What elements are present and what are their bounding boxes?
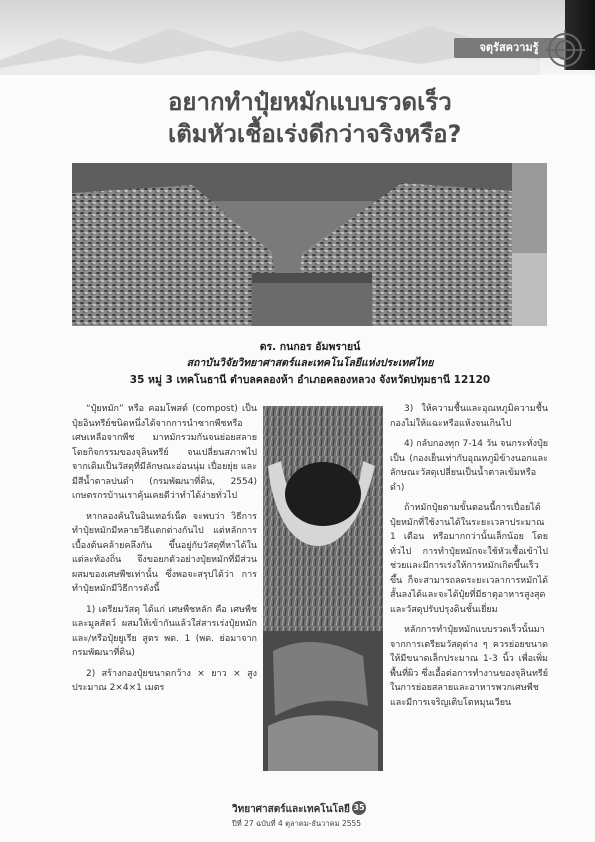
paragraph: หากลองค้นในอินเทอร์เน็ต จะพบว่า วิธีการทำปุ๋ยหมักมีหลายวิธีแตกต่างกันไป แต่หลักการเบื้องต้นคล้ายคลึงกัน ขึ้นอยู่กับวัสดุที่หาได้ในแต่ละท้องถิ่น จึงขอยกตัวอย่างปุ๋ยหมักที่มีส่วนผสมของเศษพืชเท่านั้น ซึ่งพอจะสรุปได้ว่า การทำปุ๋ยหมักมีวิธีการดังนี้ [72,511,257,594]
crosshair-icon [545,30,585,70]
paragraph: ถ้าหมักปุ๋ยตามขั้นตอนนี้การเปื่อยได้ปุ๋ยหมักที่ใช้งานได้ในระยะเวลาประมาณ 1 เดือน หรือมากกว่านั้นเล็กน้อย โดยทั่วไป การทำปุ๋ยหมักจะใช้หัวเชื้อเข้าไปช่วยและมีการเร่งให้การหมักเกิดขึ้นเร็วขึ้น ก็จะสามารถลดระยะเวลาการหมักได้สั้นลงได้และจะได้ปุ๋ยที่มีธาตุอาหารสูงสุด และวัสดุปรับปรุงดินชั้นเยี่ยม [390,503,548,615]
journal-name: วิทยาศาสตร์และเทคโนโลยี [232,804,350,815]
list-item: 4) กลับกองทุก 7-14 วัน จนกระทั่งปุ๋ยเป็น (กองเย็นเท่ากับอุณหภูมิข้างนอกและลักษณะวัสดุเปลี่ยนเป็นน้ำตาลเข้มหรือดำ) [390,439,548,493]
author-address: 35 หมู่ 3 เทคโนธานี ตำบลคลองห้า อำเภอคลองหลวง จังหวัดปทุมธานี 12120 [129,374,491,386]
page-number: 35 [352,801,366,815]
paragraph: หลักการทำปุ๋ยหมักแบบรวดเร็วนั้นมาจากการเตรียมวัสดุต่าง ๆ ควรย่อยขนาดให้มีขนาดเล็กประมาณ 1-3 นิ้ว เพื่อเพิ่มพื้นที่ผิว ซึ่งเอื้อต่อการทำงานของจุลินทรีย์ในการย่อยสลายและอาหารพวกเศษพืช และมีการเจริญเติบโตหมุนเวียน [390,625,548,708]
paragraph: “ปุ๋ยหมัก” หรือ คอมโพสต์ (compost) เป็นปุ๋ยอินทรีย์ชนิดหนึ่งได้จากการนำซากพืชหรือเศษเหลือจากพืช มาหมักรวมกันจนย่อยสลายโดยกิจกรรมของจุลินทรีย์ จนเปลี่ยนสภาพไปจากเดิมเป็นวัสดุที่มีลักษณะอ่อนนุ่ม เปื่อยยุ่ย และมีสีน้ำตาลปนดำ (กรมพัฒนาที่ดิน, 2554) เกษตรกรบ้านเราคุ้นเคยดีว่าทำได้ง่ายทั่วไป [72,404,257,501]
left-column [72,402,257,702]
compost-piles-photo [72,163,547,326]
list-item: 1) เตรียมวัสดุ ได้แก่ เศษพืชหลัก คือ เศษพืชและมูลสัตว์ ผสมให้เข้ากันแล้วใส่สารเร่งปุ๋ยหมัก และ/หรือปุ๋ยยูเรีย สูตร พด. 1 (พด. ย่อมาจาก กรมพัฒนาที่ดิน) [72,604,257,658]
title-line-1: อยากทำปุ๋ยหมักแบบรวดเร็ว [168,88,452,116]
title-line-2: เติมหัวเชื้อเร่งดีกว่าจริงหรือ? [168,120,462,148]
right-column [390,402,548,716]
issue-info: ปีที่ 27 ฉบับที่ 4 ตุลาคม-ธันวาคม 2555 [232,819,362,828]
list-item: 2) สร้างกองปุ๋ยขนาดกว้าง × ยาว × สูง ประมาณ 2×4×1 เมตร [72,668,257,693]
list-item: 3) ให้ความชื้นและอุณหภูมิความชื้นกองไม่ให้แฉะหรือแห้งจนเกินไป [390,404,548,429]
author-affiliation: สถาบันวิจัยวิทยาศาสตร์และเทคโนโลยีแห่งประเทศไทย [186,357,434,369]
author-name: ดร. กนกอร อัมพรายน์ [259,341,361,353]
section-tab: จตุรัสความรู้ [454,38,564,58]
article-title [168,86,468,150]
hands-holding-compost-photo [263,406,383,771]
